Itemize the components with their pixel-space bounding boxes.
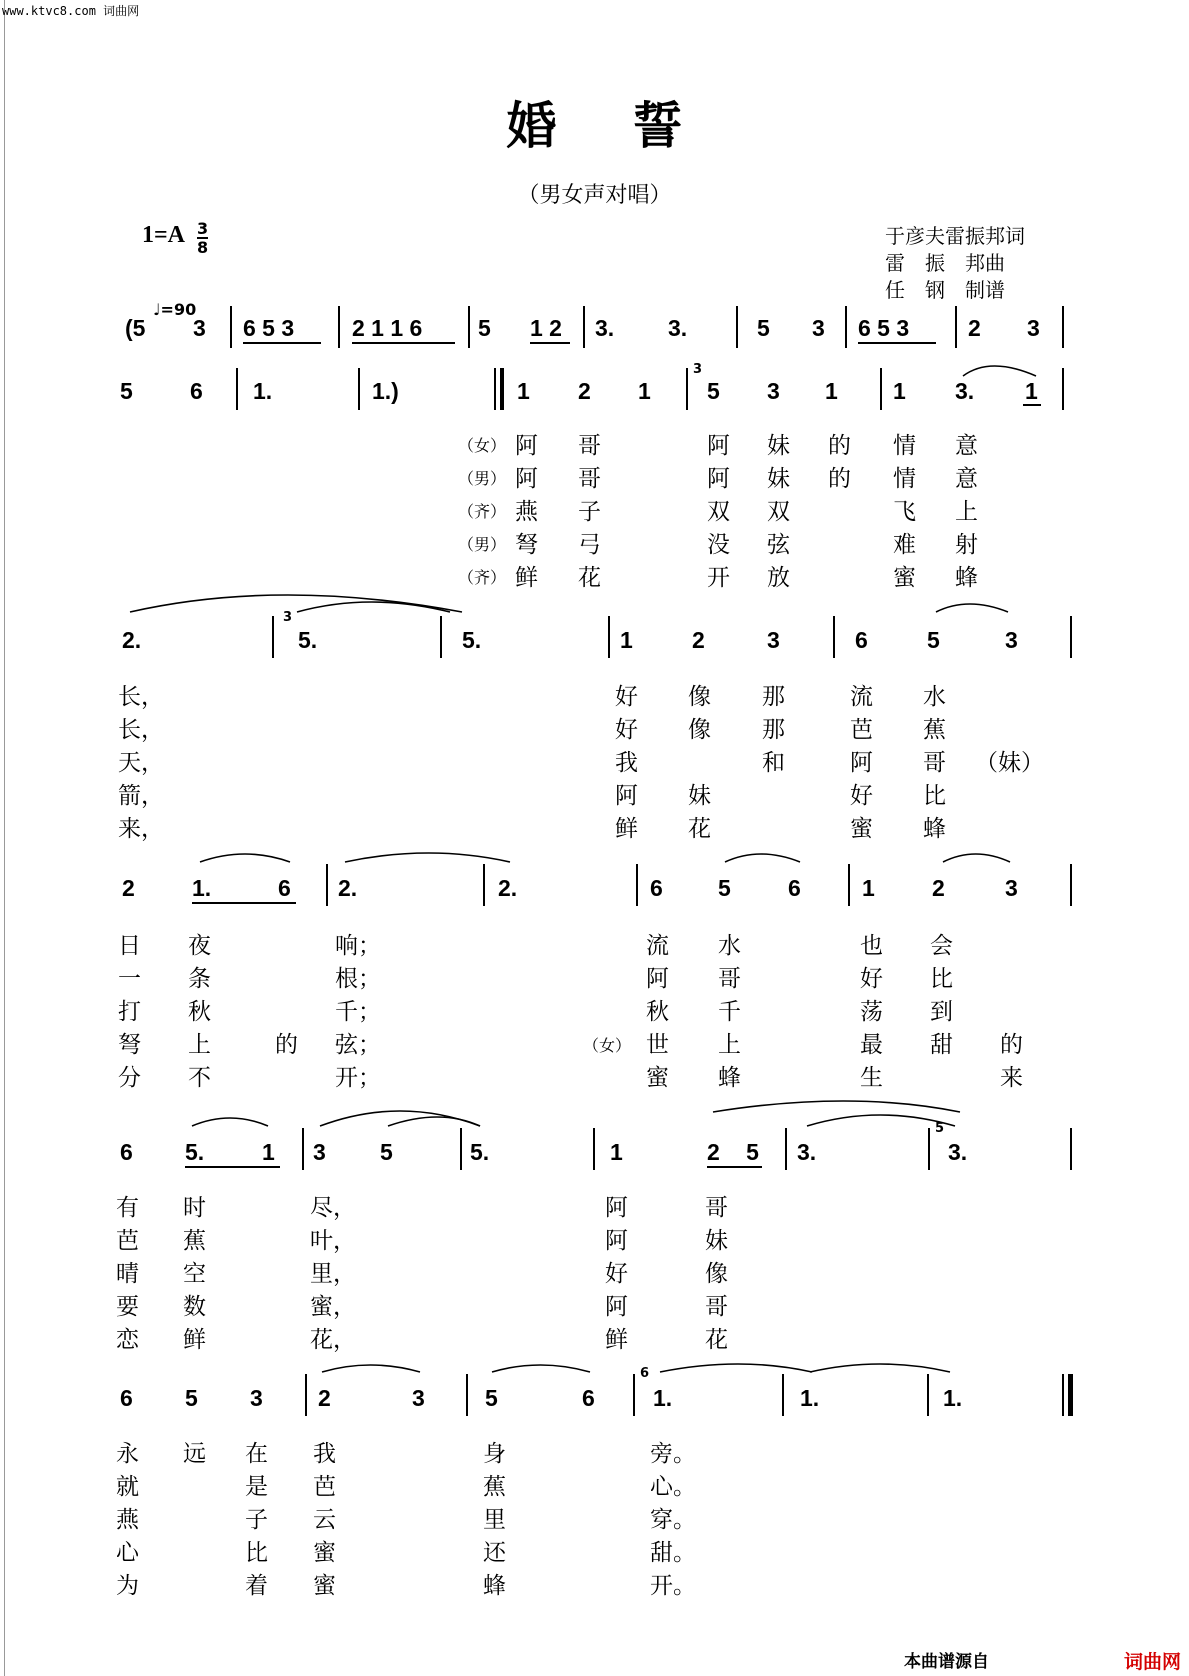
lyric: 蕉 xyxy=(483,1474,506,1500)
note: 3. xyxy=(668,315,688,341)
note: 2. xyxy=(498,875,518,901)
title-char-2: 誓 xyxy=(632,96,683,155)
note: 6 xyxy=(788,875,801,901)
credit-lyricist: 于彦夫雷振邦词 xyxy=(885,224,1025,248)
grace-note: 3 xyxy=(283,610,293,625)
grace-note: 6 xyxy=(640,1366,650,1381)
note: 2 xyxy=(578,378,591,404)
lyric: 好 xyxy=(615,684,638,710)
lyric: 弓 xyxy=(578,532,601,558)
lyric: 心。 xyxy=(650,1474,696,1500)
lyric: 就 xyxy=(116,1474,139,1500)
lyric: 还 xyxy=(483,1540,506,1566)
note: 6 xyxy=(120,1385,133,1411)
lyric: 鲜 xyxy=(605,1327,628,1353)
lyric: 远 xyxy=(183,1441,206,1467)
lyric: 比 xyxy=(930,966,953,992)
lyric: 日 xyxy=(118,933,141,959)
lyric: 蕉 xyxy=(923,717,946,743)
lyric: 生 xyxy=(860,1065,883,1091)
lyric: 哥 xyxy=(578,466,601,492)
lyric: 数 xyxy=(183,1294,206,1320)
lyric: 芭 xyxy=(850,717,873,743)
lyric: 花 xyxy=(578,565,601,591)
lyric: 双 xyxy=(767,499,790,525)
time-bottom: 8 xyxy=(197,238,209,257)
lyric: 里， xyxy=(310,1261,356,1287)
lyric: 我 xyxy=(615,750,638,776)
song-subtitle: （男女声对唱） xyxy=(517,183,672,208)
note: 5 xyxy=(120,378,133,404)
lyric: 不 xyxy=(188,1065,211,1091)
note: 1 xyxy=(620,627,633,653)
lyric: 蜂 xyxy=(955,565,978,591)
note-group: 1 2 xyxy=(530,315,562,341)
note: 3. xyxy=(948,1139,968,1165)
lyric: 好 xyxy=(850,783,873,809)
lyric: 上 xyxy=(718,1032,741,1058)
note: 5. xyxy=(298,627,318,653)
lyric: 晴 xyxy=(116,1261,139,1287)
lyric: 会 xyxy=(930,933,953,959)
lyric: 弩 xyxy=(118,1032,141,1058)
lyric: 阿 xyxy=(707,466,730,492)
note: 3 xyxy=(812,315,825,341)
note: 5. xyxy=(185,1139,205,1165)
lyric: 世 xyxy=(646,1032,669,1058)
lyric: 鲜 xyxy=(183,1327,206,1353)
lyric: 秋 xyxy=(646,999,669,1025)
lyric: 一 xyxy=(118,966,141,992)
lyric: 身 xyxy=(483,1441,506,1467)
lyric: 燕 xyxy=(515,499,538,525)
lyric: 子 xyxy=(245,1507,268,1533)
slur xyxy=(660,1364,812,1372)
note: 5 xyxy=(927,627,940,653)
lyric: 妹 xyxy=(767,466,790,492)
lyric: 来， xyxy=(118,816,164,842)
voice-label: （男） xyxy=(458,535,507,554)
lyric: （妹） xyxy=(975,750,1044,776)
slur xyxy=(936,604,1008,612)
note: 1. xyxy=(943,1385,963,1411)
lyric: 阿 xyxy=(605,1228,628,1254)
lyric: 情 xyxy=(893,466,916,492)
lyric: 哥 xyxy=(705,1195,728,1221)
slur xyxy=(943,854,1010,862)
time-top: 3 xyxy=(197,219,209,238)
site-logo: 词曲网 xyxy=(1123,1651,1181,1673)
note: 2 xyxy=(122,875,135,901)
note: 1 xyxy=(610,1139,623,1165)
lyric: 蜂 xyxy=(923,816,946,842)
note: 5. xyxy=(462,627,482,653)
note: 3 xyxy=(1005,875,1018,901)
note: 3 xyxy=(767,627,780,653)
lyric: 水 xyxy=(718,933,741,959)
lyric: 蜂 xyxy=(483,1573,506,1599)
note-group: 6 5 3 xyxy=(858,315,910,341)
voice-label: （女） xyxy=(458,436,507,455)
lyric: 那 xyxy=(762,717,785,743)
slur xyxy=(807,1115,955,1126)
lyric: 阿 xyxy=(707,433,730,459)
lyric: 蜜， xyxy=(310,1294,356,1320)
site-watermark: www.ktvc8.com 词曲网 xyxy=(2,4,140,18)
lyric: 甜 xyxy=(930,1032,953,1058)
lyric: 哥 xyxy=(923,750,946,776)
slur xyxy=(192,1118,268,1126)
lyric: 着 xyxy=(245,1573,268,1599)
note: 1.) xyxy=(372,378,399,404)
lyric: 双 xyxy=(707,499,730,525)
note: 5 xyxy=(718,875,731,901)
lyric: 的 xyxy=(1000,1032,1023,1058)
lyric: 鲜 xyxy=(615,816,638,842)
lyric: 流 xyxy=(646,933,669,959)
note: 6 xyxy=(120,1139,133,1165)
slur xyxy=(322,1365,420,1372)
lyric: 意 xyxy=(955,466,978,492)
note: 5 xyxy=(185,1385,198,1411)
note: 5. xyxy=(470,1139,490,1165)
lyric: 阿 xyxy=(605,1294,628,1320)
note: 6 xyxy=(582,1385,595,1411)
note: 1 xyxy=(1025,378,1038,404)
note: 3. xyxy=(595,315,615,341)
note: 6 xyxy=(190,378,203,404)
lyric: 叶， xyxy=(310,1228,356,1254)
lyric: 弩 xyxy=(515,532,538,558)
lyric: 穿。 xyxy=(650,1507,696,1533)
lyric: 阿 xyxy=(646,966,669,992)
note: 2. xyxy=(122,627,142,653)
lyric: 开； xyxy=(335,1065,381,1091)
lyric: 上 xyxy=(188,1032,211,1058)
lyric: 意 xyxy=(955,433,978,459)
lyric: 好 xyxy=(615,717,638,743)
lyric: 芭 xyxy=(116,1228,139,1254)
lyric: 芭 xyxy=(313,1474,336,1500)
lyric: 千 xyxy=(718,999,741,1025)
lyric: 我 xyxy=(313,1441,336,1467)
lyric: 上 xyxy=(955,499,978,525)
note: 1 xyxy=(893,378,906,404)
lyric: 的 xyxy=(828,466,851,492)
note: 1 xyxy=(517,378,530,404)
lyric: 蜜 xyxy=(313,1540,336,1566)
lyric: 尽， xyxy=(310,1195,356,1221)
lyric: 弦 xyxy=(767,532,790,558)
lyric: 云 xyxy=(313,1507,336,1533)
slur xyxy=(345,853,510,862)
lyric: 像 xyxy=(688,684,711,710)
lyric: 最 xyxy=(860,1032,883,1058)
lyric: 的 xyxy=(275,1032,298,1058)
lyric: 比 xyxy=(923,783,946,809)
slur xyxy=(713,1101,960,1112)
lyric: 花 xyxy=(705,1327,728,1353)
note: 5 xyxy=(380,1139,393,1165)
voice-label: （齐） xyxy=(458,568,507,587)
note: 6 xyxy=(278,875,291,901)
lyric: 夜 xyxy=(188,933,211,959)
lyric: 像 xyxy=(705,1261,728,1287)
lyric: 响； xyxy=(335,933,381,959)
lyric: 像 xyxy=(688,717,711,743)
lyric: 要 xyxy=(116,1294,139,1320)
note: 2 xyxy=(968,315,981,341)
note: 5 xyxy=(707,378,720,404)
lyric: 那 xyxy=(762,684,785,710)
slur xyxy=(200,854,290,862)
lyric: 放 xyxy=(767,565,790,591)
lyric: 打 xyxy=(118,999,141,1025)
slur xyxy=(297,602,450,612)
note: 3. xyxy=(955,378,975,404)
lyric: 比 xyxy=(245,1540,268,1566)
lyric: 天， xyxy=(118,750,164,776)
lyric: 弦； xyxy=(335,1032,381,1058)
slur xyxy=(388,1117,480,1126)
slur xyxy=(492,1365,590,1372)
note: 1 xyxy=(638,378,651,404)
note: 1. xyxy=(192,875,212,901)
note: 3 xyxy=(250,1385,263,1411)
note-group: 6 5 3 xyxy=(243,315,295,341)
lyric: 秋 xyxy=(188,999,211,1025)
note: 5 xyxy=(485,1385,498,1411)
lyric: 心 xyxy=(116,1540,139,1566)
note: 1 xyxy=(862,875,875,901)
voice-label: （女） xyxy=(583,1036,632,1055)
lyric: 里 xyxy=(483,1507,506,1533)
slur xyxy=(725,854,800,862)
lyric: 也 xyxy=(860,933,883,959)
lyric: 分 xyxy=(118,1065,141,1091)
note: 6 xyxy=(855,627,868,653)
key-signature: 1=A xyxy=(142,222,186,248)
note: 1 xyxy=(262,1139,275,1165)
note: 2 xyxy=(692,627,705,653)
lyric: 条 xyxy=(188,966,211,992)
lyric: 燕 xyxy=(116,1507,139,1533)
note: 1. xyxy=(253,378,273,404)
lyric: 蜂 xyxy=(718,1065,741,1091)
lyric: 来 xyxy=(1000,1065,1023,1091)
lyric: 阿 xyxy=(850,750,873,776)
note-group: 2 1 1 6 xyxy=(352,315,423,341)
lyric: 好 xyxy=(860,966,883,992)
grace-note: 3 xyxy=(693,362,703,377)
lyric: 恋 xyxy=(116,1327,139,1353)
note-group: 2 5 xyxy=(707,1139,769,1165)
note: 3 xyxy=(412,1385,425,1411)
lyric: 长， xyxy=(118,684,164,710)
lyric: 在 xyxy=(245,1441,268,1467)
lyric: 是 xyxy=(245,1474,268,1500)
lyric: 阿 xyxy=(615,783,638,809)
source-note: 本曲谱源自 xyxy=(904,1652,989,1672)
lyric: 阿 xyxy=(515,433,538,459)
lyric: 阿 xyxy=(515,466,538,492)
lyric: 和 xyxy=(762,750,785,776)
note: 3 xyxy=(1005,627,1018,653)
title-char-1: 婚 xyxy=(506,96,557,155)
note: (5 xyxy=(125,315,146,341)
lyric: 水 xyxy=(923,684,946,710)
lyric: 根； xyxy=(335,966,381,992)
lyric: 难 xyxy=(893,532,916,558)
lyric: 到 xyxy=(930,999,953,1025)
lyric: 哥 xyxy=(705,1294,728,1320)
slur xyxy=(810,1364,950,1372)
lyric: 荡 xyxy=(860,999,883,1025)
credit-composer: 雷 振 邦曲 xyxy=(885,251,1005,275)
lyric: 没 xyxy=(707,532,730,558)
lyric: 旁。 xyxy=(650,1441,696,1467)
lyric: 花 xyxy=(688,816,711,842)
lyric: 空 xyxy=(183,1261,206,1287)
lyric: 箭， xyxy=(118,783,164,809)
lyric: 阿 xyxy=(605,1195,628,1221)
lyric: 的 xyxy=(828,433,851,459)
lyric: 流 xyxy=(850,684,873,710)
voice-label: （男） xyxy=(458,469,507,488)
lyric: 妹 xyxy=(688,783,711,809)
note: 6 xyxy=(650,875,663,901)
lyric: 有 xyxy=(116,1195,139,1221)
lyric: 妹 xyxy=(767,433,790,459)
tempo-mark: ♩=90 xyxy=(153,300,197,319)
lyric: 时 xyxy=(183,1195,206,1221)
lyric: 甜。 xyxy=(650,1540,696,1566)
note: 1. xyxy=(653,1385,673,1411)
lyric: 蜜 xyxy=(893,565,916,591)
note: 1 xyxy=(825,378,838,404)
lyric: 为 xyxy=(116,1573,139,1599)
lyric: 蕉 xyxy=(183,1228,206,1254)
lyric: 妹 xyxy=(705,1228,728,1254)
lyric: 射 xyxy=(955,532,978,558)
lyric: 开。 xyxy=(650,1573,696,1599)
note: 2 xyxy=(318,1385,331,1411)
lyric: 千； xyxy=(335,999,381,1025)
lyric: 好 xyxy=(605,1261,628,1287)
note: 3 xyxy=(1027,315,1040,341)
lyric: 子 xyxy=(578,499,601,525)
lyric: 长， xyxy=(118,717,164,743)
note: 2. xyxy=(338,875,358,901)
lyric: 蜜 xyxy=(646,1065,669,1091)
note: 5 xyxy=(757,315,770,341)
note: 3. xyxy=(797,1139,817,1165)
voice-label: （齐） xyxy=(458,502,507,521)
lyric: 开 xyxy=(707,565,730,591)
note: 1. xyxy=(800,1385,820,1411)
lyric: 蜜 xyxy=(850,816,873,842)
lyric: 飞 xyxy=(893,499,916,525)
note: 3 xyxy=(767,378,780,404)
lyric: 哥 xyxy=(578,433,601,459)
note: 3 xyxy=(193,315,206,341)
note: 2 xyxy=(932,875,945,901)
slur xyxy=(963,366,1036,376)
grace-note: 5 xyxy=(935,1121,945,1136)
note: 3 xyxy=(313,1139,326,1165)
lyric: 情 xyxy=(893,433,916,459)
lyric: 永 xyxy=(116,1441,139,1467)
credit-arranger: 任 钢 制谱 xyxy=(885,278,1005,302)
slur xyxy=(130,595,462,612)
lyric: 鲜 xyxy=(515,565,538,591)
lyric: 蜜 xyxy=(313,1573,336,1599)
note: 5 xyxy=(478,315,491,341)
lyric: 花， xyxy=(310,1327,356,1353)
lyric: 哥 xyxy=(718,966,741,992)
